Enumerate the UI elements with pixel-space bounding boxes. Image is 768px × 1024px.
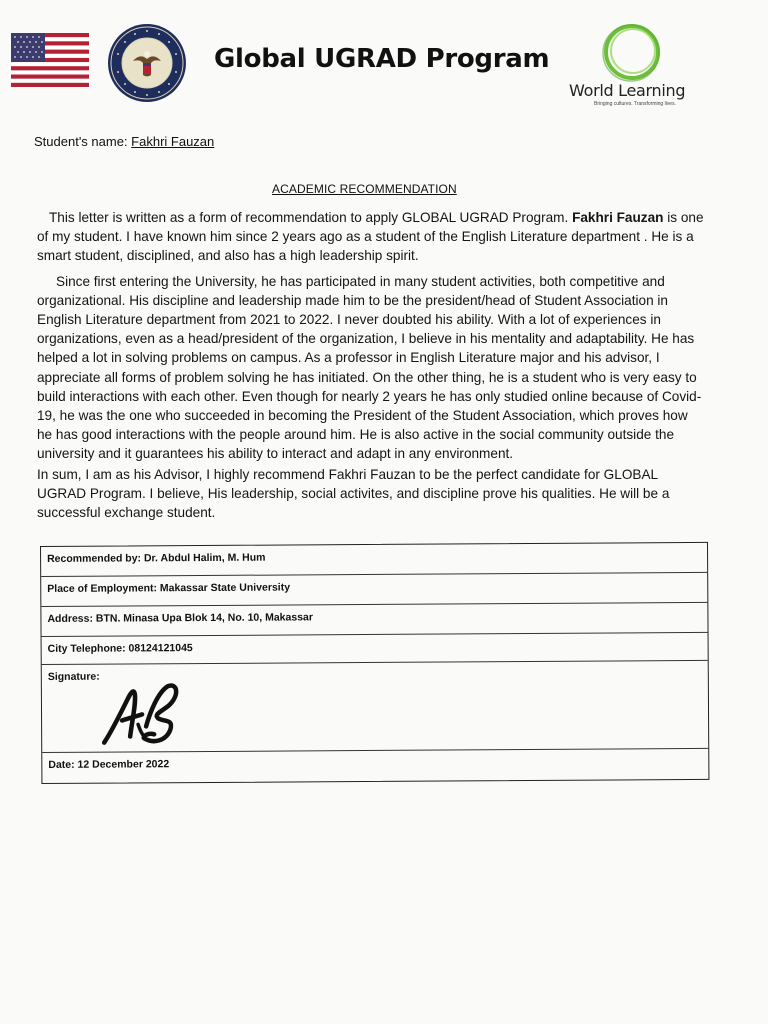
- us-flag-icon: [11, 33, 89, 87]
- date-row: Date: 12 December 2022: [48, 758, 170, 771]
- signature-label: Signature:: [47, 670, 100, 683]
- paragraph-1-text-a: This letter is written as a form of recommendation to apply GLOBAL UGRAD Program.: [49, 210, 573, 225]
- recommended-by-row: Recommended by: Dr. Abdul Halim, M. Hum: [41, 543, 707, 577]
- world-learning-name: World Learning: [569, 81, 686, 100]
- place-of-employment-row: Place of Employment: Makassar State University: [41, 573, 707, 607]
- paragraph-2: Since first entering the University, he has participated in many student activities, both competitive and organizational. His discipline and leadership made him to be the president/head of Student Association in English Literature department from 2021 to 2022. I never doubted his ability. With a lot of experiences in organizations, even as a head/president of the organization, I believe in his mentality and adaptability. He has helped a lot in solving problems on campus. As a professor in English Literature major and his advisor, I appreciate all forms of problem solving he has initiated. On the other thing, he is a student who is very easy to build interactions with each other. Even though for nearly 2 years he has only studied online because of Covid-19, he was the one who succeeded in becoming the President of the Student Association, which proves how he has good interactions with the people around him. He is also active in the social community outside the university and it guarantees his ability to interact and adapt in any environment.: [37, 273, 702, 462]
- student-name-label: Student's name:: [34, 134, 128, 149]
- letter-heading: ACADEMIC RECOMMENDATION: [272, 182, 457, 196]
- recommender-info-table: [40, 542, 709, 784]
- paragraph-1-text-b: is one of my student. I have known him since 2 years ago as a student of the English Literature department . He is a smart student, disciplined, and also has a high leadership spirit.: [37, 210, 704, 264]
- paragraph-3: In sum, I am as his Advisor, I highly recommend Fakhri Fauzan to be the perfect candidate for GLOBAL UGRAD Program. I believe, His leadership, social activites, and discipline prove his qualities. He will be a successful exchange student.: [37, 466, 670, 521]
- address-row: Address: BTN. Minasa Upa Blok 14, No. 10, Makassar: [41, 603, 707, 637]
- handwritten-signature: [98, 674, 188, 751]
- city-telephone-row: City Telephone: 08124121045: [42, 633, 708, 665]
- world-learning-logo-icon: [566, 20, 706, 112]
- program-title: Global UGRAD Program: [214, 44, 550, 74]
- student-name-value: Fakhri Fauzan: [131, 134, 215, 149]
- world-learning-ring-icon: [600, 20, 664, 84]
- signature-row: [42, 661, 709, 753]
- letter-body: [37, 208, 705, 522]
- student-name-row: [34, 134, 214, 149]
- department-of-state-seal-icon: [107, 23, 187, 103]
- paragraph-1-student-name: Fakhri Fauzan: [572, 210, 664, 225]
- world-learning-tagline: Bringing cultures. Transforming lives.: [594, 101, 676, 107]
- paragraph-1: [37, 208, 705, 266]
